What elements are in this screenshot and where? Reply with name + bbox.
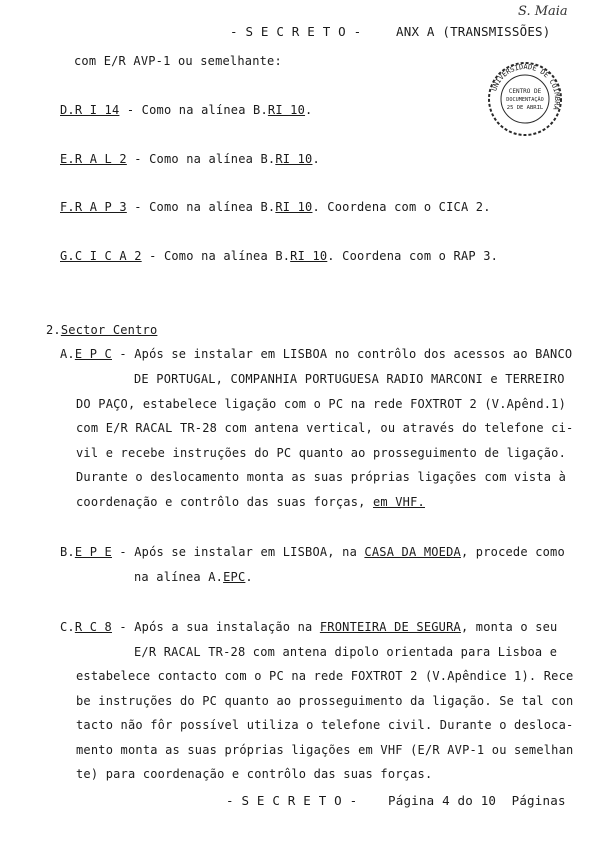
para-b-text: . bbox=[245, 570, 253, 584]
para-b-underlined: EPC bbox=[223, 570, 246, 584]
para-a-prefix: A. bbox=[60, 347, 75, 361]
entry-code: E.R A L 2 bbox=[60, 152, 127, 166]
stamp-line-2: DOCUMENTAÇÃO bbox=[506, 97, 544, 103]
para-c-line-3: estabelece contacto com o PC na rede FOXTROT 2 (V.Apêndice 1). Rece bbox=[76, 669, 574, 683]
para-b-line-1 bbox=[60, 545, 565, 559]
para-c-line-5: tacto não fôr possível utiliza o telefone civil. Durante o desloca- bbox=[76, 718, 574, 732]
header-classification: - S E C R E T O - bbox=[230, 24, 362, 39]
header-annex: ANX A (TRANSMISSÕES) bbox=[396, 24, 551, 39]
entry-code: D.R I 14 bbox=[60, 103, 120, 117]
para-b-text: na alínea A. bbox=[134, 570, 224, 584]
para-a-underlined: em VHF. bbox=[372, 495, 425, 509]
section-heading bbox=[46, 323, 157, 337]
intro-line: com E/R AVP-1 ou semelhante: bbox=[74, 54, 282, 68]
para-a-line-4: com E/R RACAL TR-28 com antena vertical, ou através do telefone ci- bbox=[76, 421, 574, 435]
para-b-line-2 bbox=[134, 570, 253, 584]
entry-tail: . Coordena com o RAP 3. bbox=[327, 249, 499, 263]
para-c-underlined: FRONTEIRA DE SEGURA bbox=[319, 620, 461, 634]
entry-g bbox=[60, 249, 498, 263]
para-b-prefix: B. bbox=[60, 545, 75, 559]
para-a-code: E P C bbox=[74, 347, 112, 361]
para-c-text: , monta o seu bbox=[460, 620, 558, 634]
entry-code: F.R A P 3 bbox=[60, 200, 127, 214]
entry-text: - Como na alínea B. bbox=[126, 200, 276, 214]
para-c-line-2: E/R RACAL TR-28 com antena dipolo orientada para Lisboa e bbox=[134, 645, 558, 659]
section-number: 2. bbox=[46, 323, 61, 337]
entry-ref: RI 10 bbox=[267, 103, 306, 117]
para-a-line-3: DO PAÇO, estabelece ligação com o PC na rede FOXTROT 2 (V.Apênd.1) bbox=[76, 397, 567, 411]
para-c-line-1 bbox=[60, 620, 557, 634]
para-a-text: coordenação e contrôlo das suas forças, bbox=[76, 495, 373, 509]
para-a-text: - Após se instalar em LISBOA no contrôlo dos acessos ao BANCO bbox=[111, 347, 573, 361]
para-b-text: , procede como bbox=[460, 545, 565, 559]
footer-classification: - S E C R E T O - bbox=[226, 793, 358, 808]
entry-ref: RI 10 bbox=[290, 249, 328, 263]
entry-ref: RI 10 bbox=[275, 152, 313, 166]
para-c-line-6: mento monta as suas próprias ligações em VHF (E/R AVP-1 ou semelhan bbox=[76, 743, 574, 757]
stamp-line-1: CENTRO DE bbox=[508, 88, 542, 95]
entry-f bbox=[60, 200, 491, 214]
para-a-line-5: vil e recebe instruções do PC quanto ao prosseguimento de ligação. bbox=[76, 446, 567, 460]
entry-ref: RI 10 bbox=[275, 200, 313, 214]
para-a-line-2: DE PORTUGAL, COMPANHIA PORTUGUESA RADIO MARCONI e TERREIRO bbox=[134, 372, 565, 386]
para-b-code: E P E bbox=[74, 545, 112, 559]
para-a-line-1 bbox=[60, 347, 572, 361]
entry-tail: . bbox=[305, 103, 313, 117]
para-a-line-6: Durante o deslocamento monta as suas próprias ligações com vista à bbox=[76, 470, 567, 484]
stamp-line-3: 25 DE ABRIL bbox=[506, 105, 544, 111]
para-c-line-7: te) para coordenação e contrôlo das suas forças. bbox=[76, 767, 433, 781]
para-b-text: - Após se instalar em LISBOA, na bbox=[111, 545, 365, 559]
handwritten-note: S. Maia bbox=[518, 4, 568, 19]
entry-e bbox=[60, 152, 320, 166]
footer-page-number: Página 4 do 10 Páginas bbox=[388, 793, 566, 808]
para-b-underlined: CASA DA MOEDA bbox=[364, 545, 461, 559]
entry-d bbox=[60, 103, 312, 117]
para-c-code: R C 8 bbox=[74, 620, 112, 634]
entry-text: - Como na alínea B. bbox=[141, 249, 291, 263]
stamp-ring-text: UNIVERSIDADE DE COIMBRA bbox=[490, 62, 562, 111]
entry-tail: . Coordena com o CICA 2. bbox=[312, 200, 491, 214]
para-c-text: - Após a sua instalação na bbox=[111, 620, 320, 634]
section-title: Sector Centro bbox=[60, 323, 158, 337]
entry-text: - Como na alínea B. bbox=[126, 152, 276, 166]
entry-code: G.C I C A 2 bbox=[60, 249, 142, 263]
para-c-prefix: C. bbox=[60, 620, 75, 634]
entry-tail: . bbox=[312, 152, 320, 166]
para-c-line-4: be instruções do PC quanto ao prosseguimento da ligação. Se tal con bbox=[76, 694, 574, 708]
archive-stamp bbox=[486, 60, 564, 138]
para-a-line-7 bbox=[76, 495, 425, 509]
entry-text: - Como na alínea B. bbox=[119, 103, 268, 117]
